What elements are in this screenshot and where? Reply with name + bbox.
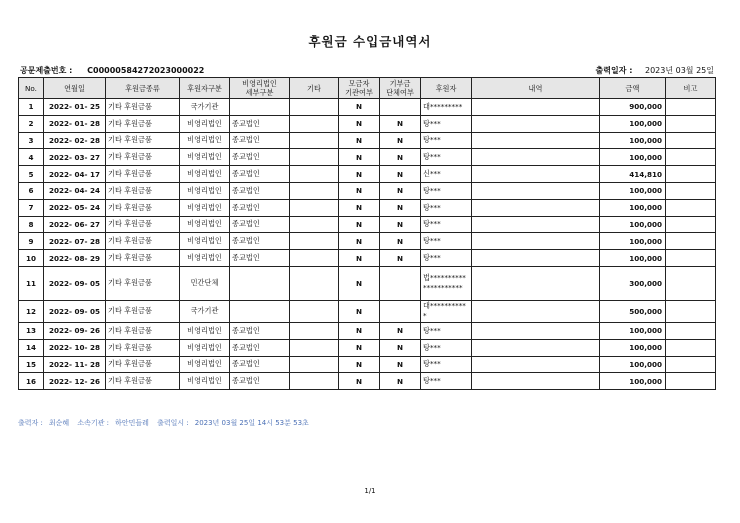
- cell-amount: 100,000: [600, 132, 666, 149]
- cell-group: N: [380, 199, 421, 216]
- cell-donor: 신***: [421, 166, 472, 183]
- cell-note: [666, 199, 716, 216]
- column-header: 연월일: [44, 78, 106, 99]
- cell-no: 15: [19, 356, 44, 373]
- cell-nonprofit: 종교법인: [230, 132, 290, 149]
- cell-donor: 탕***: [421, 149, 472, 166]
- table-row: [19, 216, 716, 233]
- cell-type: 기타 후원금품: [106, 339, 180, 356]
- cell-donor-cat: 비영리법인: [180, 182, 230, 199]
- cell-group: N: [380, 322, 421, 339]
- table-row: [19, 250, 716, 267]
- column-header: 금액: [600, 78, 666, 99]
- cell-note: [666, 322, 716, 339]
- cell-type: 기타 후원금품: [106, 99, 180, 116]
- cell-desc: [472, 322, 600, 339]
- cell-donor-cat: 국가기관: [180, 99, 230, 116]
- cell-agency: N: [339, 266, 380, 300]
- cell-type: 기타 후원금품: [106, 182, 180, 199]
- cell-agency: N: [339, 339, 380, 356]
- cell-nonprofit: 종교법인: [230, 356, 290, 373]
- cell-date: 2022- 01- 25: [44, 99, 106, 116]
- cell-group: N: [380, 149, 421, 166]
- cell-agency: N: [339, 99, 380, 116]
- cell-donor-cat: 비영리법인: [180, 339, 230, 356]
- cell-desc: [472, 250, 600, 267]
- cell-type: 기타 후원금품: [106, 149, 180, 166]
- footer-time: 2023년 03월 25일 14시 53분 53초: [194, 419, 309, 427]
- cell-donor: 탕***: [421, 199, 472, 216]
- cell-agency: N: [339, 356, 380, 373]
- print-date: [596, 65, 714, 76]
- cell-donor: 탕***: [421, 233, 472, 250]
- cell-nonprofit: 종교법인: [230, 149, 290, 166]
- cell-donor: 탕***: [421, 132, 472, 149]
- cell-donor-cat: 비영리법인: [180, 373, 230, 390]
- page-number: 1/1: [364, 487, 376, 495]
- cell-etc: [290, 356, 339, 373]
- cell-note: [666, 250, 716, 267]
- cell-type: 기타 후원금품: [106, 373, 180, 390]
- cell-etc: [290, 199, 339, 216]
- cell-date: 2022- 04- 17: [44, 166, 106, 183]
- cell-donor-cat: 비영리법인: [180, 322, 230, 339]
- cell-amount: 100,000: [600, 250, 666, 267]
- cell-no: 2: [19, 115, 44, 132]
- cell-date: 2022- 01- 28: [44, 115, 106, 132]
- cell-donor-cat: 비영리법인: [180, 199, 230, 216]
- cell-date: 2022- 09- 05: [44, 266, 106, 300]
- cell-nonprofit: [230, 300, 290, 322]
- cell-nonprofit: 종교법인: [230, 233, 290, 250]
- cell-note: [666, 182, 716, 199]
- table-row: [19, 132, 716, 149]
- cell-etc: [290, 182, 339, 199]
- cell-group: N: [380, 233, 421, 250]
- cell-etc: [290, 322, 339, 339]
- cell-nonprofit: 종교법인: [230, 322, 290, 339]
- cell-donor-cat: 비영리법인: [180, 250, 230, 267]
- cell-donor-cat: 비영리법인: [180, 132, 230, 149]
- cell-donor: 탕***: [421, 356, 472, 373]
- cell-date: 2022- 10- 28: [44, 339, 106, 356]
- cell-donor-cat: 비영리법인: [180, 233, 230, 250]
- cell-donor: 탕***: [421, 216, 472, 233]
- cell-date: 2022- 05- 24: [44, 199, 106, 216]
- cell-donor-cat: 비영리법인: [180, 149, 230, 166]
- cell-no: 6: [19, 182, 44, 199]
- table-row: [19, 339, 716, 356]
- column-header: 기타: [290, 78, 339, 99]
- cell-agency: N: [339, 166, 380, 183]
- column-header: 후원자구분: [180, 78, 230, 99]
- cell-nonprofit: 종교법인: [230, 250, 290, 267]
- cell-desc: [472, 216, 600, 233]
- cell-note: [666, 132, 716, 149]
- table-row: [19, 166, 716, 183]
- cell-amount: 100,000: [600, 199, 666, 216]
- table-row: [19, 322, 716, 339]
- cell-note: [666, 149, 716, 166]
- cell-nonprofit: 종교법인: [230, 166, 290, 183]
- cell-group: N: [380, 216, 421, 233]
- cell-nonprofit: 종교법인: [230, 216, 290, 233]
- cell-donor: 탕***: [421, 373, 472, 390]
- table-row: [19, 199, 716, 216]
- table-row: [19, 266, 716, 300]
- cell-date: 2022- 07- 28: [44, 233, 106, 250]
- cell-desc: [472, 115, 600, 132]
- cell-date: 2022- 12- 26: [44, 373, 106, 390]
- column-header: 비고: [666, 78, 716, 99]
- cell-donor-cat: 민간단체: [180, 266, 230, 300]
- cell-agency: N: [339, 373, 380, 390]
- cell-no: 4: [19, 149, 44, 166]
- cell-no: 14: [19, 339, 44, 356]
- table-row: [19, 373, 716, 390]
- cell-agency: N: [339, 115, 380, 132]
- cell-desc: [472, 149, 600, 166]
- cell-date: 2022- 03- 27: [44, 149, 106, 166]
- cell-note: [666, 233, 716, 250]
- cell-note: [666, 216, 716, 233]
- print-date-value: 2023년 03월 25일: [645, 66, 714, 75]
- cell-agency: N: [339, 216, 380, 233]
- cell-type: 기타 후원금품: [106, 216, 180, 233]
- cell-etc: [290, 250, 339, 267]
- doc-number-value: C00000584272023000022: [87, 66, 205, 75]
- cell-date: 2022- 02- 28: [44, 132, 106, 149]
- cell-type: 기타 후원금품: [106, 115, 180, 132]
- cell-type: 기타 후원금품: [106, 166, 180, 183]
- cell-group: N: [380, 356, 421, 373]
- cell-note: [666, 166, 716, 183]
- cell-etc: [290, 99, 339, 116]
- cell-agency: N: [339, 182, 380, 199]
- donation-table: [18, 77, 716, 390]
- cell-amount: 100,000: [600, 182, 666, 199]
- cell-nonprofit: [230, 99, 290, 116]
- doc-number-label: 공문제출번호 :: [20, 66, 73, 75]
- cell-no: 9: [19, 233, 44, 250]
- cell-type: 기타 후원금품: [106, 250, 180, 267]
- cell-note: [666, 266, 716, 300]
- cell-desc: [472, 266, 600, 300]
- cell-agency: N: [339, 250, 380, 267]
- cell-donor: 탕***: [421, 182, 472, 199]
- cell-type: 기타 후원금품: [106, 233, 180, 250]
- cell-type: 기타 후원금품: [106, 266, 180, 300]
- cell-agency: N: [339, 132, 380, 149]
- cell-group: [380, 300, 421, 322]
- cell-donor: 대***********: [421, 300, 472, 322]
- footer-printer-label: 출력자 :: [18, 419, 43, 427]
- cell-donor: 법*********************: [421, 266, 472, 300]
- cell-nonprofit: 종교법인: [230, 182, 290, 199]
- cell-type: 기타 후원금품: [106, 132, 180, 149]
- column-header: 내역: [472, 78, 600, 99]
- cell-group: N: [380, 166, 421, 183]
- cell-note: [666, 300, 716, 322]
- cell-desc: [472, 356, 600, 373]
- table-row: [19, 233, 716, 250]
- cell-group: N: [380, 115, 421, 132]
- cell-etc: [290, 166, 339, 183]
- cell-nonprofit: 종교법인: [230, 115, 290, 132]
- cell-date: 2022- 06- 27: [44, 216, 106, 233]
- cell-donor-cat: 국가기관: [180, 300, 230, 322]
- cell-type: 기타 후원금품: [106, 356, 180, 373]
- cell-note: [666, 356, 716, 373]
- cell-group: [380, 99, 421, 116]
- cell-desc: [472, 373, 600, 390]
- footer-printer: 최순혜: [48, 419, 70, 427]
- cell-desc: [472, 132, 600, 149]
- cell-donor: 탕***: [421, 322, 472, 339]
- table-row: [19, 149, 716, 166]
- cell-amount: 100,000: [600, 356, 666, 373]
- cell-type: 기타 후원금품: [106, 322, 180, 339]
- cell-no: 11: [19, 266, 44, 300]
- cell-desc: [472, 182, 600, 199]
- table-row: [19, 300, 716, 322]
- cell-donor-cat: 비영리법인: [180, 216, 230, 233]
- cell-amount: 900,000: [600, 99, 666, 116]
- cell-amount: 100,000: [600, 339, 666, 356]
- table-body: [19, 99, 716, 390]
- cell-agency: N: [339, 300, 380, 322]
- table-row: [19, 99, 716, 116]
- cell-note: [666, 339, 716, 356]
- column-header: No.: [19, 78, 44, 99]
- cell-no: 5: [19, 166, 44, 183]
- cell-donor-cat: 비영리법인: [180, 115, 230, 132]
- cell-nonprofit: 종교법인: [230, 339, 290, 356]
- cell-amount: 100,000: [600, 233, 666, 250]
- cell-desc: [472, 99, 600, 116]
- cell-note: [666, 373, 716, 390]
- cell-donor-cat: 비영리법인: [180, 356, 230, 373]
- cell-etc: [290, 233, 339, 250]
- cell-etc: [290, 373, 339, 390]
- column-header: 모금자 기관여부: [339, 78, 380, 99]
- cell-date: 2022- 04- 24: [44, 182, 106, 199]
- cell-etc: [290, 149, 339, 166]
- cell-group: N: [380, 250, 421, 267]
- cell-agency: N: [339, 149, 380, 166]
- column-header: 비영리법인 세부구분: [230, 78, 290, 99]
- cell-donor: 탕***: [421, 339, 472, 356]
- cell-etc: [290, 339, 339, 356]
- cell-no: 1: [19, 99, 44, 116]
- cell-amount: 100,000: [600, 149, 666, 166]
- cell-amount: 500,000: [600, 300, 666, 322]
- cell-desc: [472, 166, 600, 183]
- cell-etc: [290, 266, 339, 300]
- cell-no: 12: [19, 300, 44, 322]
- cell-donor: 탕***: [421, 115, 472, 132]
- cell-note: [666, 99, 716, 116]
- cell-group: N: [380, 182, 421, 199]
- cell-desc: [472, 233, 600, 250]
- cell-agency: N: [339, 233, 380, 250]
- table-row: [19, 182, 716, 199]
- cell-no: 16: [19, 373, 44, 390]
- cell-date: 2022- 11- 28: [44, 356, 106, 373]
- cell-amount: 100,000: [600, 373, 666, 390]
- cell-group: N: [380, 339, 421, 356]
- cell-amount: 414,810: [600, 166, 666, 183]
- cell-amount: 300,000: [600, 266, 666, 300]
- footer-time-label: 출력일시 :: [157, 419, 189, 427]
- cell-no: 13: [19, 322, 44, 339]
- cell-group: [380, 266, 421, 300]
- cell-no: 10: [19, 250, 44, 267]
- column-header: 후원금종류: [106, 78, 180, 99]
- cell-no: 7: [19, 199, 44, 216]
- cell-group: N: [380, 373, 421, 390]
- cell-amount: 100,000: [600, 322, 666, 339]
- cell-desc: [472, 300, 600, 322]
- cell-note: [666, 115, 716, 132]
- cell-etc: [290, 216, 339, 233]
- cell-date: 2022- 09- 26: [44, 322, 106, 339]
- footer-org: 하안민들레: [115, 419, 149, 427]
- page-title: 후원금 수입금내역서: [308, 34, 432, 49]
- cell-etc: [290, 132, 339, 149]
- cell-desc: [472, 199, 600, 216]
- table-header-row: [19, 78, 716, 99]
- cell-amount: 100,000: [600, 115, 666, 132]
- cell-date: 2022- 09- 05: [44, 300, 106, 322]
- doc-number: [20, 65, 204, 76]
- cell-etc: [290, 300, 339, 322]
- cell-type: 기타 후원금품: [106, 199, 180, 216]
- cell-type: 기타 후원금품: [106, 300, 180, 322]
- table-row: [19, 356, 716, 373]
- cell-donor: 탕***: [421, 250, 472, 267]
- print-date-label: 출력일자 :: [595, 66, 633, 75]
- column-header: 기부금 단체여부: [380, 78, 421, 99]
- cell-agency: N: [339, 199, 380, 216]
- cell-desc: [472, 339, 600, 356]
- table-row: [19, 115, 716, 132]
- cell-donor: 대*********: [421, 99, 472, 116]
- cell-nonprofit: [230, 266, 290, 300]
- cell-donor-cat: 비영리법인: [180, 166, 230, 183]
- cell-group: N: [380, 132, 421, 149]
- cell-no: 3: [19, 132, 44, 149]
- cell-agency: N: [339, 322, 380, 339]
- cell-etc: [290, 115, 339, 132]
- cell-nonprofit: 종교법인: [230, 199, 290, 216]
- cell-no: 8: [19, 216, 44, 233]
- cell-amount: 100,000: [600, 216, 666, 233]
- footer-org-label: 소속기관 :: [77, 419, 110, 427]
- cell-nonprofit: 종교법인: [230, 373, 290, 390]
- column-header: 후원자: [421, 78, 472, 99]
- print-footer: [18, 418, 315, 428]
- cell-date: 2022- 08- 29: [44, 250, 106, 267]
